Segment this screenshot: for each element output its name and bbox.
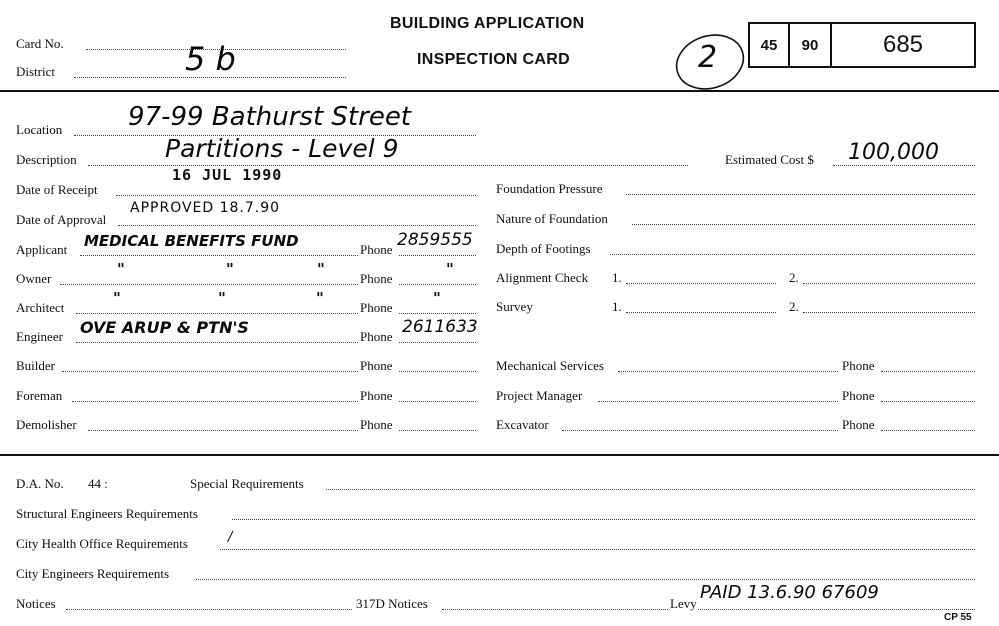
form-code: CP 55 bbox=[944, 612, 972, 623]
architect-phone-ditto: " bbox=[433, 289, 441, 307]
survey-num-2: 2. bbox=[789, 299, 799, 314]
description-label: Description bbox=[16, 152, 77, 167]
foundation-pressure-label: Foundation Pressure bbox=[496, 181, 603, 196]
applicant-phone-label: Phone bbox=[360, 242, 393, 257]
header-divider bbox=[0, 90, 999, 92]
architect-ditto-1: " bbox=[113, 289, 121, 307]
mechanical-services-line[interactable] bbox=[618, 371, 838, 372]
architect-phone-line[interactable] bbox=[399, 313, 476, 314]
applicant-phone-value: 2859555 bbox=[397, 230, 473, 250]
demolisher-label: Demolisher bbox=[16, 417, 77, 432]
architect-phone-label: Phone bbox=[360, 300, 393, 315]
applicant-label: Applicant bbox=[16, 242, 68, 257]
structural-engineers-line[interactable] bbox=[232, 519, 975, 520]
engineer-value: OVE ARUP & PTN'S bbox=[80, 318, 249, 337]
code-box-3: 685 bbox=[830, 22, 976, 68]
owner-line[interactable] bbox=[60, 284, 358, 285]
estimated-cost-label: Estimated Cost $ bbox=[725, 152, 814, 167]
excavator-line[interactable] bbox=[562, 430, 838, 431]
builder-phone-line[interactable] bbox=[399, 371, 476, 372]
demolisher-line[interactable] bbox=[88, 430, 358, 431]
builder-line[interactable] bbox=[62, 371, 358, 372]
special-requirements-line[interactable] bbox=[326, 489, 975, 490]
survey-num-1: 1. bbox=[612, 299, 622, 314]
depth-of-footings-line[interactable] bbox=[610, 254, 975, 255]
alignment-check-label: Alignment Check bbox=[496, 270, 589, 285]
notices-317d-line[interactable] bbox=[442, 609, 668, 610]
city-health-line[interactable] bbox=[220, 549, 975, 550]
city-health-mark: / bbox=[228, 530, 233, 545]
engineer-phone-value: 2611633 bbox=[402, 317, 478, 337]
engineer-phone-label: Phone bbox=[360, 329, 393, 344]
title-line-1: BUILDING APPLICATION bbox=[390, 15, 585, 32]
alignment-check-num-2: 2. bbox=[789, 270, 799, 285]
foundation-pressure-line[interactable] bbox=[626, 194, 975, 195]
project-manager-phone-line[interactable] bbox=[881, 401, 975, 402]
lower-divider bbox=[0, 454, 999, 456]
owner-ditto-1: " bbox=[117, 260, 125, 278]
da-no-value: 44 : bbox=[88, 476, 108, 491]
code-box-2: 90 bbox=[788, 22, 832, 68]
levy-line[interactable] bbox=[698, 609, 975, 610]
architect-label: Architect bbox=[16, 300, 65, 315]
builder-phone-label: Phone bbox=[360, 358, 393, 373]
architect-ditto-3: " bbox=[316, 289, 324, 307]
date-of-approval-line[interactable] bbox=[118, 225, 476, 226]
architect-line[interactable] bbox=[76, 313, 358, 314]
notices-line[interactable] bbox=[66, 609, 352, 610]
applicant-phone-line[interactable] bbox=[399, 255, 476, 256]
mechanical-services-phone-label: Phone bbox=[842, 358, 875, 373]
architect-ditto-2: " bbox=[218, 289, 226, 307]
engineer-phone-line[interactable] bbox=[399, 342, 476, 343]
code-box-1: 45 bbox=[748, 22, 790, 68]
estimated-cost-line[interactable] bbox=[833, 165, 975, 166]
owner-phone-label: Phone bbox=[360, 271, 393, 286]
district-value: 5 b bbox=[185, 40, 236, 78]
project-manager-label: Project Manager bbox=[496, 388, 583, 403]
nature-of-foundation-label: Nature of Foundation bbox=[496, 211, 608, 226]
excavator-phone-label: Phone bbox=[842, 417, 875, 432]
city-engineers-line[interactable] bbox=[196, 579, 975, 580]
builder-label: Builder bbox=[16, 358, 55, 373]
owner-ditto-3: " bbox=[317, 260, 325, 278]
owner-label: Owner bbox=[16, 271, 52, 286]
survey-label: Survey bbox=[496, 299, 533, 314]
date-of-receipt-stamp: 16 JUL 1990 bbox=[172, 166, 283, 184]
description-value: Partitions - Level 9 bbox=[165, 134, 399, 163]
district-label: District bbox=[16, 64, 55, 79]
estimated-cost-value: 100,000 bbox=[848, 140, 939, 165]
engineer-line[interactable] bbox=[76, 342, 358, 343]
city-engineers-label: City Engineers Requirements bbox=[16, 566, 170, 581]
project-manager-phone-label: Phone bbox=[842, 388, 875, 403]
owner-phone-ditto: " bbox=[446, 260, 454, 278]
city-health-label: City Health Office Requirements bbox=[16, 536, 188, 551]
demolisher-phone-line[interactable] bbox=[399, 430, 476, 431]
excavator-phone-line[interactable] bbox=[881, 430, 975, 431]
nature-of-foundation-line[interactable] bbox=[632, 224, 975, 225]
special-requirements-label: Special Requirements bbox=[190, 476, 304, 491]
circled-number: 2 bbox=[698, 40, 718, 75]
alignment-check-num-1: 1. bbox=[612, 270, 622, 285]
foreman-label: Foreman bbox=[16, 388, 63, 403]
date-of-receipt-label: Date of Receipt bbox=[16, 182, 98, 197]
title-line-2: INSPECTION CARD bbox=[417, 51, 570, 68]
foreman-phone-line[interactable] bbox=[399, 401, 476, 402]
date-of-approval-value: APPROVED 18.7.90 bbox=[130, 200, 281, 216]
notices-label: Notices bbox=[16, 596, 56, 611]
applicant-line[interactable] bbox=[80, 255, 358, 256]
alignment-check-line-1[interactable] bbox=[626, 283, 776, 284]
demolisher-phone-label: Phone bbox=[360, 417, 393, 432]
card-no-label: Card No. bbox=[16, 36, 64, 51]
survey-line-1[interactable] bbox=[626, 312, 776, 313]
owner-phone-line[interactable] bbox=[399, 284, 476, 285]
survey-line-2[interactable] bbox=[803, 312, 975, 313]
engineer-label: Engineer bbox=[16, 329, 63, 344]
applicant-value: MEDICAL BENEFITS FUND bbox=[84, 232, 299, 250]
structural-engineers-label: Structural Engineers Requirements bbox=[16, 506, 198, 521]
project-manager-line[interactable] bbox=[598, 401, 838, 402]
alignment-check-line-2[interactable] bbox=[803, 283, 975, 284]
depth-of-footings-label: Depth of Footings bbox=[496, 241, 591, 256]
location-value: 97-99 Bathurst Street bbox=[128, 102, 412, 132]
da-no-label: D.A. No. bbox=[16, 476, 64, 491]
date-of-receipt-line[interactable] bbox=[116, 195, 476, 196]
mechanical-services-label: Mechanical Services bbox=[496, 358, 604, 373]
location-label: Location bbox=[16, 122, 63, 137]
date-of-approval-label: Date of Approval bbox=[16, 212, 107, 227]
foreman-phone-label: Phone bbox=[360, 388, 393, 403]
levy-label: Levy bbox=[670, 596, 697, 611]
levy-value: PAID 13.6.90 67609 bbox=[700, 582, 879, 603]
foreman-line[interactable] bbox=[72, 401, 358, 402]
excavator-label: Excavator bbox=[496, 417, 549, 432]
notices-317d-label: 317D Notices bbox=[356, 596, 428, 611]
mechanical-services-phone-line[interactable] bbox=[881, 371, 975, 372]
owner-ditto-2: " bbox=[226, 260, 234, 278]
